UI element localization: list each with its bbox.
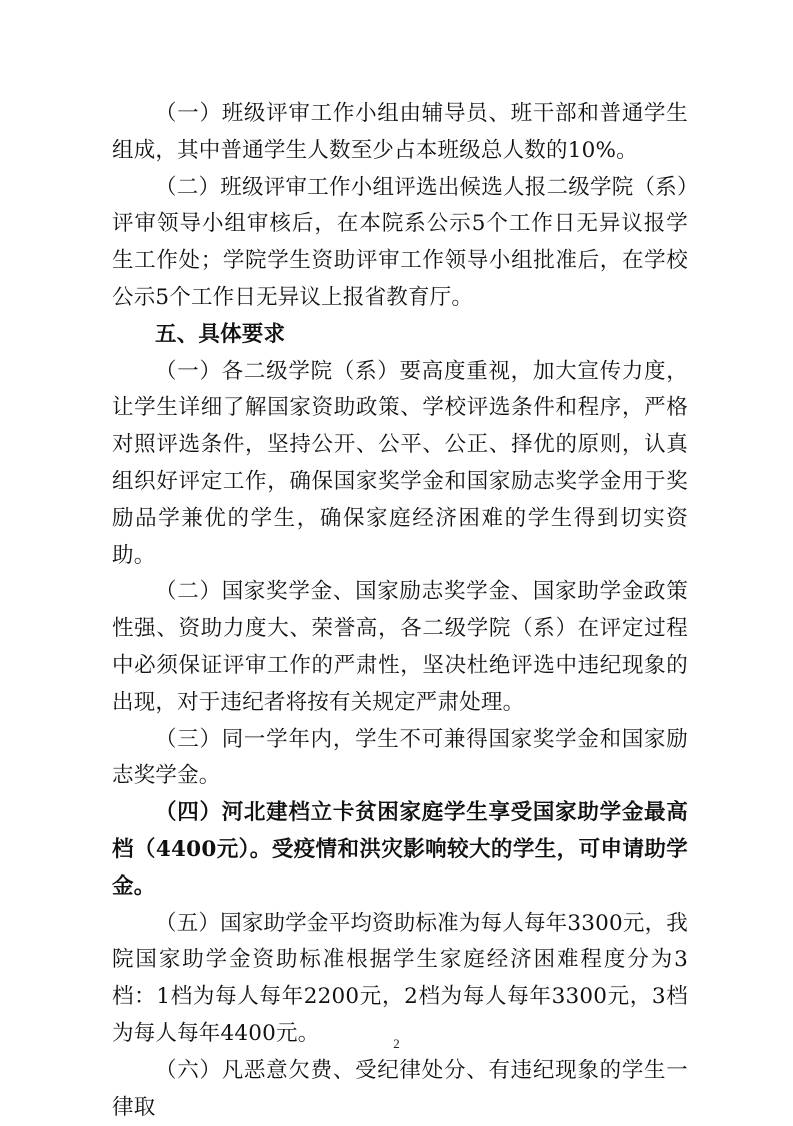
paragraph-requirement-3: （三）同一学年内，学生不可兼得国家奖学金和国家励志奖学金。 bbox=[112, 726, 688, 789]
document-body bbox=[112, 96, 688, 1126]
paragraph-requirement-4-bold: （四）河北建档立卡贫困家庭学生享受国家助学金最高档（4400元）。受疫情和洪灾影响较大的学生，可申请助学金。 bbox=[112, 800, 688, 899]
section-heading-specific-requirements: 五、具体要求 bbox=[155, 321, 286, 347]
page-number: 2 bbox=[393, 1036, 400, 1051]
paragraph-review-group-composition: （一）班级评审工作小组由辅导员、班干部和普通学生组成，其中普通学生人数至少占本班级总人数的10%。 bbox=[112, 101, 688, 163]
paragraph-requirement-6: （六）凡恶意欠费、受纪律处分、有违纪现象的学生一律取 bbox=[112, 1057, 688, 1120]
paragraph-candidate-publicity: （二）班级评审工作小组评选出候选人报二级学院（系）评审领导小组审核后，在本院系公示5个工作日无异议报学生工作处；学院学生资助评审工作领导小组批准后，在学校公示5个工作日无异议上报省教育厅。 bbox=[112, 174, 688, 310]
paragraph-requirement-5: （五）国家助学金平均资助标准为每人每年3300元，我院国家助学金资助标准根据学生家庭经济困难程度分为3档：1档为每人每年2200元，2档为每人每年3300元，3档为每人每年4400元。 bbox=[112, 910, 688, 1046]
paragraph-requirement-2: （二）国家奖学金、国家励志奖学金、国家助学金政策性强、资助力度大、荣誉高，各二级学院（系）在评定过程中必须保证评审工作的严肃性，坚决杜绝评选中违纪现象的出现，对于违纪者将按有关规定严肃处理。 bbox=[112, 579, 688, 715]
paragraph-requirement-1: （一）各二级学院（系）要高度重视，加大宣传力度，让学生详细了解国家资助政策、学校评选条件和程序，严格对照评选条件，坚持公开、公平、公正、择优的原则，认真组织好评定工作，确保国家奖学金和国家励志奖学金用于奖励品学兼优的学生，确保家庭经济困难的学生得到切实资助。 bbox=[112, 358, 688, 568]
